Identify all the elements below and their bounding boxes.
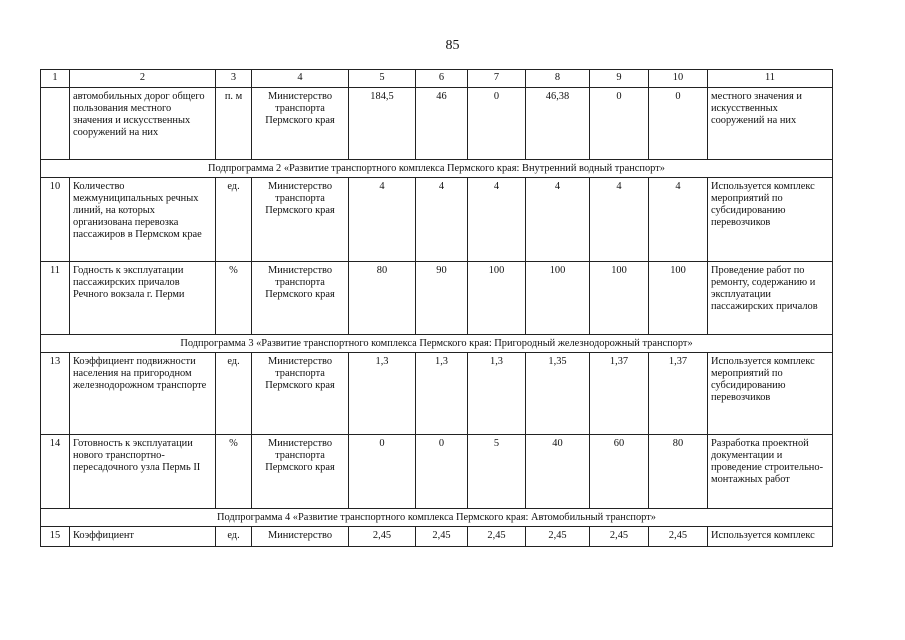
note-cell: Проведение работ по ремонту, содержанию и эксплуатации пассажирских причалов	[708, 262, 833, 335]
value-cell: 46,38	[526, 88, 590, 160]
indicators-table	[40, 69, 833, 547]
row-number-cell: 11	[41, 262, 70, 335]
value-cell: 1,37	[649, 353, 708, 435]
column-number-cell: 9	[590, 70, 649, 88]
table-body	[41, 88, 833, 547]
subprogram-title: Подпрограмма 3 «Развитие транспортного комплекса Пермского края: Пригородный железнодорожный транспорт»	[41, 335, 833, 353]
subprogram-title: Подпрограмма 4 «Развитие транспортного комплекса Пермского края: Автомобильный транспорт»	[41, 509, 833, 527]
column-number-cell: 3	[216, 70, 252, 88]
value-cell: 2,45	[590, 527, 649, 547]
unit-cell: ед.	[216, 178, 252, 262]
value-cell: 5	[468, 435, 526, 509]
column-number-cell: 7	[468, 70, 526, 88]
column-number-cell: 1	[41, 70, 70, 88]
responsible-cell: Министерство транспорта Пермского края	[252, 262, 349, 335]
value-cell: 2,45	[526, 527, 590, 547]
indicator-name-cell: автомобильных дорог общего пользования местного значения и искусственных сооружений на них	[70, 88, 216, 160]
column-number-row	[41, 70, 833, 88]
value-cell: 4	[590, 178, 649, 262]
row-number-cell	[41, 88, 70, 160]
value-cell: 100	[468, 262, 526, 335]
indicator-name-cell: Готовность к эксплуатации нового транспортно-пересадочного узла Пермь II	[70, 435, 216, 509]
value-cell: 46	[416, 88, 468, 160]
column-number-cell: 4	[252, 70, 349, 88]
value-cell: 40	[526, 435, 590, 509]
value-cell: 4	[649, 178, 708, 262]
value-cell: 4	[416, 178, 468, 262]
responsible-cell: Министерство	[252, 527, 349, 547]
responsible-cell: Министерство транспорта Пермского края	[252, 178, 349, 262]
value-cell: 100	[590, 262, 649, 335]
value-cell: 0	[649, 88, 708, 160]
note-cell: местного значения и искусственных сооружений на них	[708, 88, 833, 160]
column-number-cell: 10	[649, 70, 708, 88]
value-cell: 0	[590, 88, 649, 160]
table-row	[41, 353, 833, 435]
value-cell: 2,45	[649, 527, 708, 547]
row-number-cell: 15	[41, 527, 70, 547]
indicator-name-cell: Количество межмуниципальных речных линий, на которых организована перевозка пассажиров в Пермском крае	[70, 178, 216, 262]
value-cell: 2,45	[349, 527, 416, 547]
note-cell: Разработка проектной документации и проведение строительно-монтажных работ	[708, 435, 833, 509]
value-cell: 100	[649, 262, 708, 335]
value-cell: 80	[349, 262, 416, 335]
indicator-name-cell: Коэффициент	[70, 527, 216, 547]
indicator-name-cell: Годность к эксплуатации пассажирских причалов Речного вокзала г. Перми	[70, 262, 216, 335]
unit-cell: п. м	[216, 88, 252, 160]
value-cell: 184,5	[349, 88, 416, 160]
value-cell: 80	[649, 435, 708, 509]
value-cell: 1,37	[590, 353, 649, 435]
column-number-cell: 5	[349, 70, 416, 88]
table-row	[41, 527, 833, 547]
value-cell: 0	[416, 435, 468, 509]
unit-cell: ед.	[216, 353, 252, 435]
value-cell: 2,45	[416, 527, 468, 547]
value-cell: 4	[349, 178, 416, 262]
unit-cell: %	[216, 262, 252, 335]
row-number-cell: 13	[41, 353, 70, 435]
subprogram-title: Подпрограмма 2 «Развитие транспортного комплекса Пермского края: Внутренний водный транспорт»	[41, 160, 833, 178]
table-row	[41, 435, 833, 509]
value-cell: 90	[416, 262, 468, 335]
value-cell: 2,45	[468, 527, 526, 547]
responsible-cell: Министерство транспорта Пермского края	[252, 88, 349, 160]
value-cell: 100	[526, 262, 590, 335]
value-cell: 1,3	[468, 353, 526, 435]
value-cell: 1,3	[416, 353, 468, 435]
value-cell: 1,3	[349, 353, 416, 435]
column-number-cell: 6	[416, 70, 468, 88]
value-cell: 1,35	[526, 353, 590, 435]
unit-cell: %	[216, 435, 252, 509]
subprogram-row	[41, 509, 833, 527]
page-number: 85	[445, 38, 460, 53]
value-cell: 0	[468, 88, 526, 160]
table-row	[41, 262, 833, 335]
unit-cell: ед.	[216, 527, 252, 547]
responsible-cell: Министерство транспорта Пермского края	[252, 353, 349, 435]
row-number-cell: 14	[41, 435, 70, 509]
responsible-cell: Министерство транспорта Пермского края	[252, 435, 349, 509]
value-cell: 4	[468, 178, 526, 262]
column-number-cell: 2	[70, 70, 216, 88]
note-cell: Используется комплекс мероприятий по субсидированию перевозчиков	[708, 178, 833, 262]
subprogram-row	[41, 335, 833, 353]
note-cell: Используется комплекс мероприятий по субсидированию перевозчиков	[708, 353, 833, 435]
indicator-name-cell: Коэффициент подвижности населения на пригородном железнодорожном транспорте	[70, 353, 216, 435]
table-row	[41, 88, 833, 160]
column-number-cell: 8	[526, 70, 590, 88]
column-number-cell: 11	[708, 70, 833, 88]
table-row	[41, 178, 833, 262]
value-cell: 0	[349, 435, 416, 509]
note-cell: Используется комплекс	[708, 527, 833, 547]
value-cell: 4	[526, 178, 590, 262]
value-cell: 60	[590, 435, 649, 509]
subprogram-row	[41, 160, 833, 178]
row-number-cell: 10	[41, 178, 70, 262]
